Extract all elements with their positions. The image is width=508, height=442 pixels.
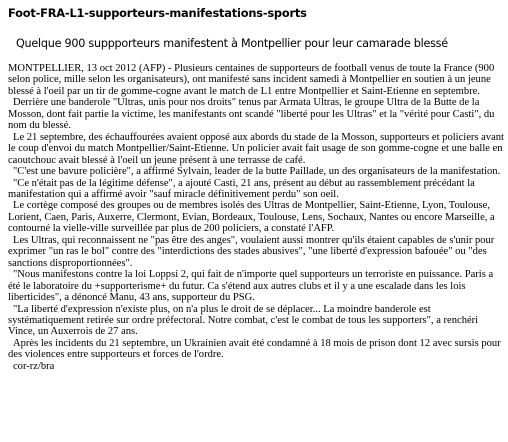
article-paragraph: MONTPELLIER, 13 oct 2012 (AFP) - Plusieurs centaines de supporteurs de football venus de toute la France (900 selon police, mille selon les organisateurs), ont manifesté sans incident samedi à Montpellier en soutien à un jeune blessé à l'oeil par un tir de gomme-cogne avant le match de L1 entre Montpellier et Saint-Etienne en septembre. (8, 63, 495, 97)
article-paragraph: "C'est une bavure policière", a affirmé Sylvain, leader de la butte Paillade, un des organisateurs de la manifestation. (13, 166, 501, 178)
article-paragraph: "Nous manifestons contre la loi Loppsi 2, qui fait de n'importe quel supporteurs un terroriste en puissance. Paris a été le laboratoire du +supporterisme+ du futur. Ca s'étend aux autres clubs et il y a une escalade dans les lois liberticides", a dénoncé Manu, 43 ans, supporteur du PSG. (8, 269, 494, 304)
article-paragraph: Le cortège composé des groupes ou de membres isolés des Ultras de Montpellier, Saint-Etienne, Lyon, Toulouse, Lorient, Caen, Paris, Auxerre, Clermont, Evian, Bordeaux, Toulouse, Lens, Sochaux, Nantes ou encore Marseille, a contourné la vielle-ville surveillée par plus de 200 policiers, a constaté l'AFP. (8, 200, 495, 235)
article-paragraph: "Ce n'était pas de la légitime défense", a ajouté Casti, 21 ans, présent au début au rassemblement précédant la manifestation qui a affirmé avoir "sauf miracle définitivement perdu" son oeil. (8, 177, 475, 200)
article-paragraph: Le 21 septembre, des échauffourées avaient opposé aux abords du stade de la Mosson, supporteurs et policiers avant le coup d'envoi du match Montpellier/Saint-Etienne. Un policier avait fait usage de son gomme-cogne et une balle en caoutchouc avait blessé à l'oeil un jeune présent à une terrasse de café. (8, 131, 504, 166)
article-paragraph: "La liberté d'expression n'existe plus, on n'a plus le droit de se déplacer... La moindre banderole est systématiquement retirée sur ordre préfectoral. Notre combat, c'est le combat de tous les supporters", a renchéri Vince, un Auxerrois de 27 ans. (8, 303, 479, 338)
article-slug: Foot-FRA-L1-supporteurs-manifestations-sports (8, 6, 307, 20)
article-credit: cor-rz/bra (13, 360, 55, 372)
article-paragraph: Après les incidents du 21 septembre, un Ukrainien avait été condamné à 18 mois de prison dont 12 avec sursis pour des violences entre supporteurs et forces de l'ordre. (8, 337, 501, 361)
article-headline: Quelque 900 suppporteurs manifestent à Montpellier pour leur camarade blessé (16, 37, 448, 50)
article-paragraph: Les Ultras, qui reconnaissent ne "pas être des anges", voulaient aussi montrer qu'ils étaient capables de s'unir pour exprimer "un ras le bol" contre des "interdictions des stades abusives", "une liberté d'expression bafouée" ou "des sanctions disproportionnées". (8, 234, 495, 269)
article-paragraph: Derrière une banderole "Ultras, unis pour nos droits" tenus par Armata Ultras, le groupe Ultra de la Butte de la Mosson, dont fait partie la victime, les manifestants ont scandé "liberté pour les Ultras" et la "vérité pour Casti", du nom du blessé. (8, 97, 495, 132)
article-body (8, 63, 505, 372)
